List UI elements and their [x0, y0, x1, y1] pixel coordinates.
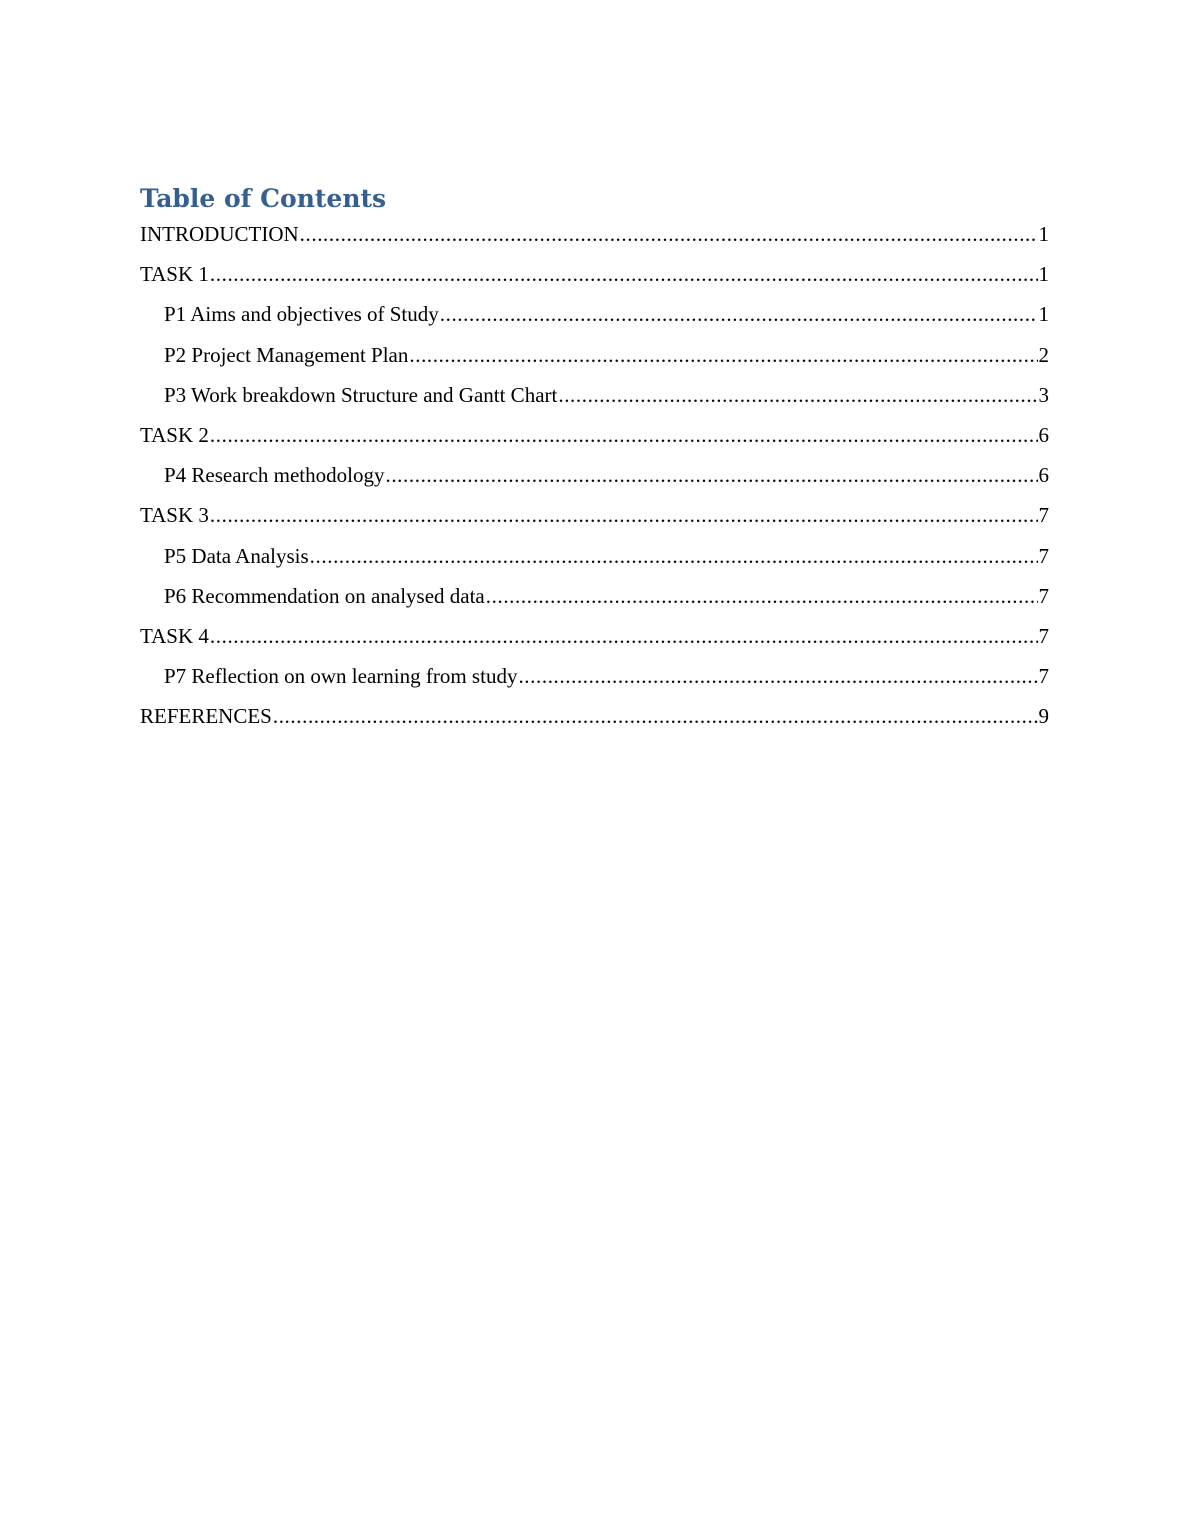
toc-entry[interactable] — [140, 423, 1049, 463]
toc-page-number: 7 — [1038, 503, 1049, 528]
toc-entry-text: TASK 1 — [140, 262, 209, 287]
toc-entry[interactable] — [140, 222, 1049, 262]
toc-dot-leader — [300, 222, 1038, 247]
toc-page-number: 9 — [1038, 704, 1049, 729]
toc-entry-text: P5 Data Analysis — [164, 543, 309, 568]
toc-subentry[interactable] — [140, 463, 1049, 503]
toc-dot-leader — [210, 423, 1038, 448]
toc-entry-text: TASK 4 — [140, 623, 209, 648]
toc-subentry[interactable] — [140, 343, 1049, 383]
toc-dot-leader — [210, 262, 1038, 287]
toc-entry[interactable] — [140, 262, 1049, 302]
toc-entry[interactable] — [140, 503, 1049, 543]
toc-heading: Table of Contents — [140, 184, 387, 213]
toc-page-number: 7 — [1038, 583, 1049, 608]
toc-page-number: 7 — [1038, 664, 1049, 689]
toc-subentry[interactable] — [140, 544, 1049, 584]
toc-subentry[interactable] — [140, 664, 1049, 704]
toc-entry-text: TASK 3 — [140, 503, 209, 528]
toc-dot-leader — [210, 503, 1038, 528]
toc-page-number: 6 — [1038, 422, 1049, 447]
toc-entry-text: P6 Recommendation on analysed data — [164, 583, 485, 608]
toc-entry-text: INTRODUCTION — [140, 222, 299, 246]
toc-entry-text: TASK 2 — [140, 422, 209, 447]
toc-page-number: 1 — [1038, 222, 1049, 246]
toc-dot-leader — [310, 544, 1038, 569]
toc-dot-leader — [273, 704, 1038, 729]
toc-entry-text: P4 Research methodology — [164, 463, 385, 488]
toc-page-number: 3 — [1038, 382, 1049, 407]
toc-dot-leader — [518, 664, 1037, 689]
toc-page-number: 2 — [1038, 342, 1049, 367]
toc-dot-leader — [558, 383, 1037, 408]
toc-entry-text: P7 Reflection on own learning from study — [164, 664, 518, 689]
toc-subentry[interactable] — [140, 584, 1049, 624]
toc-entry-text: P1 Aims and objectives of Study — [164, 302, 439, 327]
toc-subentry[interactable] — [140, 302, 1049, 342]
toc-subentry[interactable] — [140, 383, 1049, 423]
toc-page-number: 1 — [1038, 262, 1049, 287]
toc-entry[interactable] — [140, 624, 1049, 664]
toc-entry-text: P3 Work breakdown Structure and Gantt Chart — [164, 382, 558, 407]
toc-entry-text: REFERENCES — [140, 704, 272, 729]
toc-dot-leader — [385, 463, 1037, 488]
toc-list — [140, 222, 1049, 744]
toc-dot-leader — [440, 302, 1038, 327]
toc-page-number: 7 — [1038, 543, 1049, 568]
toc-page-number: 1 — [1038, 302, 1049, 327]
toc-page-number: 6 — [1038, 463, 1049, 488]
toc-dot-leader — [210, 624, 1038, 649]
toc-dot-leader — [409, 343, 1037, 368]
toc-dot-leader — [486, 584, 1038, 609]
toc-entry[interactable] — [140, 704, 1049, 744]
toc-page-number: 7 — [1038, 623, 1049, 648]
toc-entry-text: P2 Project Management Plan — [164, 342, 409, 367]
